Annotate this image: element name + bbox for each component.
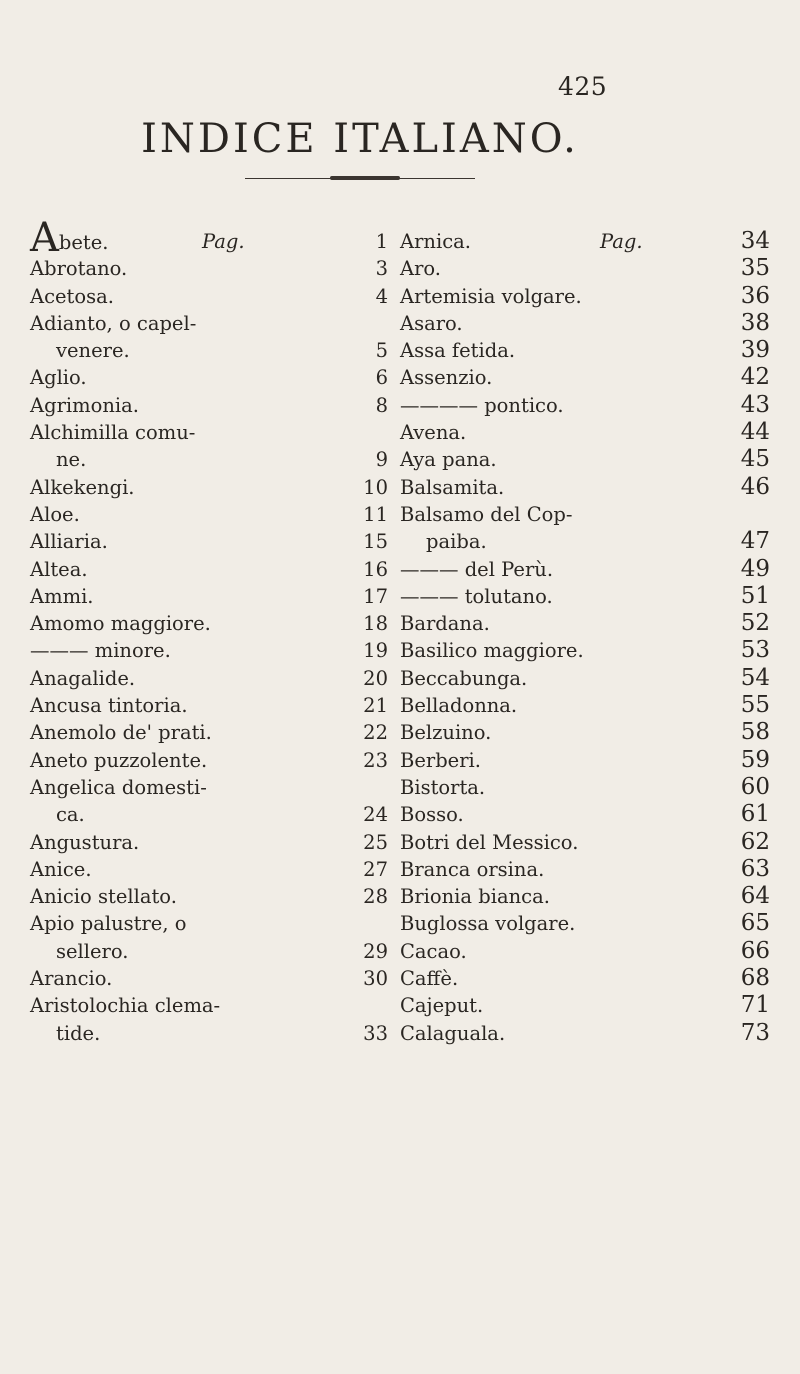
entry-term: Ancusa tintoria. — [30, 694, 188, 718]
entry-page-number: 44 — [740, 419, 770, 446]
index-entry — [30, 992, 388, 1019]
entry-term: Apio palustre, o — [30, 912, 187, 936]
entry-term: Angelica domesti- — [30, 775, 207, 799]
index-entry — [30, 310, 388, 337]
entry-term: Balsamo del Cop- — [400, 502, 573, 526]
index-entry — [30, 337, 388, 364]
index-entry — [30, 528, 388, 555]
entry-term: Aloe. — [30, 502, 80, 526]
entry-page-number: 63 — [740, 855, 770, 882]
entry-term: sellero. — [56, 939, 129, 963]
index-entry — [400, 501, 770, 528]
entry-page-number: 19 — [363, 639, 388, 663]
entry-term: Calaguala. — [400, 1021, 506, 1045]
entry-page-number: 46 — [740, 473, 770, 500]
index-entry — [30, 392, 388, 419]
entry-term: ———— pontico. — [400, 393, 564, 417]
entry-term: Belzuino. — [400, 721, 492, 745]
entry-page-number: 43 — [740, 391, 770, 418]
index-entry — [30, 364, 388, 391]
index-entry — [30, 556, 388, 583]
index-entry — [400, 364, 770, 391]
index-entry — [30, 610, 388, 637]
index-entry — [400, 583, 770, 610]
page-title: INDICE ITALIANO. — [141, 116, 579, 162]
entry-term: Anice. — [30, 857, 92, 881]
entry-page-number: 54 — [740, 664, 770, 691]
entry-page-number: 64 — [740, 883, 770, 910]
index-entry — [400, 283, 770, 310]
entry-term: Basilico maggiore. — [400, 639, 584, 663]
index-entry — [400, 665, 770, 692]
index-entry — [30, 883, 388, 910]
index-entry — [400, 1020, 770, 1047]
entry-page-number: 30 — [363, 967, 388, 991]
entry-page-number: 22 — [363, 721, 388, 745]
entry-page-number: 10 — [363, 475, 388, 499]
entry-page-number: 58 — [740, 719, 770, 746]
entry-page-number: 55 — [740, 692, 770, 719]
entry-term: Berberi. — [400, 748, 481, 772]
entry-page-number: 23 — [363, 748, 388, 772]
entry-page-number: 62 — [740, 828, 770, 855]
entry-page-number: 17 — [363, 584, 388, 608]
entry-page-number: 20 — [363, 666, 388, 690]
entry-term: Anagalide. — [30, 666, 136, 690]
entry-page-number: 71 — [740, 992, 770, 1019]
index-entry — [400, 610, 770, 637]
entry-term: Altea. — [30, 557, 88, 581]
index-entry — [30, 583, 388, 610]
entry-term: Caffè. — [400, 967, 459, 991]
entry-term: Cacao. — [400, 939, 467, 963]
entry-term: Beccabunga. — [400, 666, 528, 690]
entry-page-number: 36 — [740, 282, 770, 309]
entry-term: Arancio. — [30, 967, 113, 991]
entry-term: Avena. — [400, 421, 467, 445]
entry-page-number: 49 — [740, 555, 770, 582]
index-entry — [400, 474, 770, 501]
index-entry — [400, 719, 770, 746]
entry-term: Alkekengi. — [30, 475, 135, 499]
entry-page-number: 27 — [363, 857, 388, 881]
index-column-left — [30, 215, 388, 1047]
entry-term: Aglio. — [30, 366, 87, 390]
index-entry — [30, 419, 388, 446]
entry-page-number: 60 — [740, 773, 770, 800]
index-entry — [30, 283, 388, 310]
entry-term: ——— del Perù. — [400, 557, 554, 581]
entry-page-number: 16 — [363, 557, 388, 581]
entry-page-number: 59 — [740, 746, 770, 773]
entry-term: Brionia bianca. — [400, 885, 550, 909]
index-entry — [400, 637, 770, 664]
entry-term: ——— minore. — [30, 639, 171, 663]
entry-page-number: 47 — [740, 528, 770, 555]
pag-label: Pag. — [600, 230, 643, 253]
entry-term: Aneto puzzolente. — [30, 748, 208, 772]
index-entry — [30, 665, 388, 692]
entry-page-number: 68 — [740, 965, 770, 992]
index-entry — [400, 392, 770, 419]
entry-term: Belladonna. — [400, 694, 518, 718]
entry-term: Agrimonia. — [30, 393, 139, 417]
index-entry — [400, 747, 770, 774]
entry-page-number: 29 — [363, 939, 388, 963]
entry-term: Botri del Messico. — [400, 830, 579, 854]
index-entry — [30, 938, 388, 965]
entry-term: Bosso. — [400, 803, 464, 827]
index-entry — [400, 446, 770, 473]
entry-page-number: 25 — [363, 830, 388, 854]
index-entry — [30, 829, 388, 856]
entry-page-number: 65 — [740, 910, 770, 937]
index-entry — [400, 692, 770, 719]
index-entry — [400, 228, 770, 255]
entry-term: Branca orsina. — [400, 857, 545, 881]
entry-term: Bardana. — [400, 612, 490, 636]
entry-page-number: 24 — [363, 803, 388, 827]
entry-term: Abrotano. — [30, 257, 128, 281]
entry-term: Arnica. — [400, 230, 471, 253]
index-entry — [400, 310, 770, 337]
index-entry — [30, 255, 388, 282]
index-entry — [30, 965, 388, 992]
entry-term: venere. — [56, 339, 130, 363]
index-entry — [400, 883, 770, 910]
entry-term: Bistorta. — [400, 775, 486, 799]
index-entry — [400, 856, 770, 883]
entry-page-number: 1 — [375, 230, 388, 253]
entry-term: ca. — [56, 803, 85, 827]
entry-term: Ammi. — [30, 584, 94, 608]
index-entry — [400, 419, 770, 446]
entry-term: Alchimilla comu- — [30, 421, 196, 445]
entry-term: Assa fetida. — [400, 339, 516, 363]
entry-page-number: 8 — [375, 393, 388, 417]
index-entry — [400, 938, 770, 965]
entry-term: ne. — [56, 448, 87, 472]
index-entry — [400, 255, 770, 282]
entry-term: Alliaria. — [30, 530, 108, 554]
index-entry — [30, 910, 388, 937]
entry-page-number: 53 — [740, 637, 770, 664]
entry-term: Cajeput. — [400, 994, 484, 1018]
entry-term: Angustura. — [30, 830, 140, 854]
entry-page-number: 5 — [375, 339, 388, 363]
entry-term: Acetosa. — [30, 284, 114, 308]
entry-page-number: 21 — [363, 694, 388, 718]
entry-page-number: 15 — [363, 530, 388, 554]
entry-term: Buglossa volgare. — [400, 912, 576, 936]
entry-page-number: 42 — [740, 364, 770, 391]
entry-term: paiba. — [426, 530, 487, 554]
index-entry — [400, 801, 770, 828]
entry-page-number: 3 — [375, 257, 388, 281]
entry-term: Aya pana. — [400, 448, 497, 472]
index-entry — [30, 474, 388, 501]
entry-term: Amomo maggiore. — [30, 612, 211, 636]
entry-page-number: 51 — [740, 582, 770, 609]
entry-page-number: 39 — [740, 337, 770, 364]
entry-page-number: 52 — [740, 610, 770, 637]
index-entry — [30, 692, 388, 719]
index-column-right — [400, 228, 770, 1047]
entry-term: ——— tolutano. — [400, 584, 553, 608]
entry-term: Aristolochia clema- — [30, 994, 221, 1018]
entry-page-number: 34 — [740, 228, 770, 254]
entry-page-number: 35 — [740, 255, 770, 282]
entry-page-number: 9 — [375, 448, 388, 472]
entry-term: Balsamita. — [400, 475, 505, 499]
entry-page-number: 28 — [363, 885, 388, 909]
entry-page-number: 66 — [740, 937, 770, 964]
index-entry — [400, 774, 770, 801]
index-entry — [30, 1020, 388, 1047]
entry-page-number: 33 — [363, 1021, 388, 1045]
entry-page-number: 45 — [740, 446, 770, 473]
index-entry — [30, 856, 388, 883]
entry-term: Anicio stellato. — [30, 885, 177, 909]
entry-term: Anemolo de' prati. — [30, 721, 212, 745]
entry-term: tide. — [56, 1021, 101, 1045]
index-entry — [30, 719, 388, 746]
entry-page-number: 38 — [740, 309, 770, 336]
entry-term: Asaro. — [400, 311, 463, 335]
page-number: 425 — [558, 72, 608, 101]
index-entry — [400, 965, 770, 992]
entry-term: Artemisia volgare. — [400, 284, 582, 308]
entry-page-number: 73 — [740, 1019, 770, 1046]
index-entry — [400, 337, 770, 364]
pag-label: Pag. — [202, 230, 245, 253]
index-entry — [400, 556, 770, 583]
entry-page-number: 61 — [740, 801, 770, 828]
entry-page-number: 11 — [363, 502, 388, 526]
index-entry — [400, 910, 770, 937]
entry-term: Aro. — [400, 257, 441, 281]
title-rule-ornament — [330, 176, 400, 180]
entry-page-number: 18 — [363, 612, 388, 636]
index-entry — [30, 215, 388, 261]
entry-term: Adianto, o capel- — [30, 311, 197, 335]
index-entry — [30, 446, 388, 473]
entry-term: Assenzio. — [400, 366, 493, 390]
index-entry — [30, 637, 388, 664]
entry-term: Abete. — [30, 215, 109, 261]
index-entry — [30, 747, 388, 774]
index-entry — [30, 801, 388, 828]
index-entry — [400, 829, 770, 856]
index-entry — [400, 992, 770, 1019]
entry-page-number: 4 — [375, 284, 388, 308]
index-entry — [30, 501, 388, 528]
index-entry — [30, 774, 388, 801]
index-entry — [400, 528, 770, 555]
entry-page-number: 6 — [375, 366, 388, 390]
